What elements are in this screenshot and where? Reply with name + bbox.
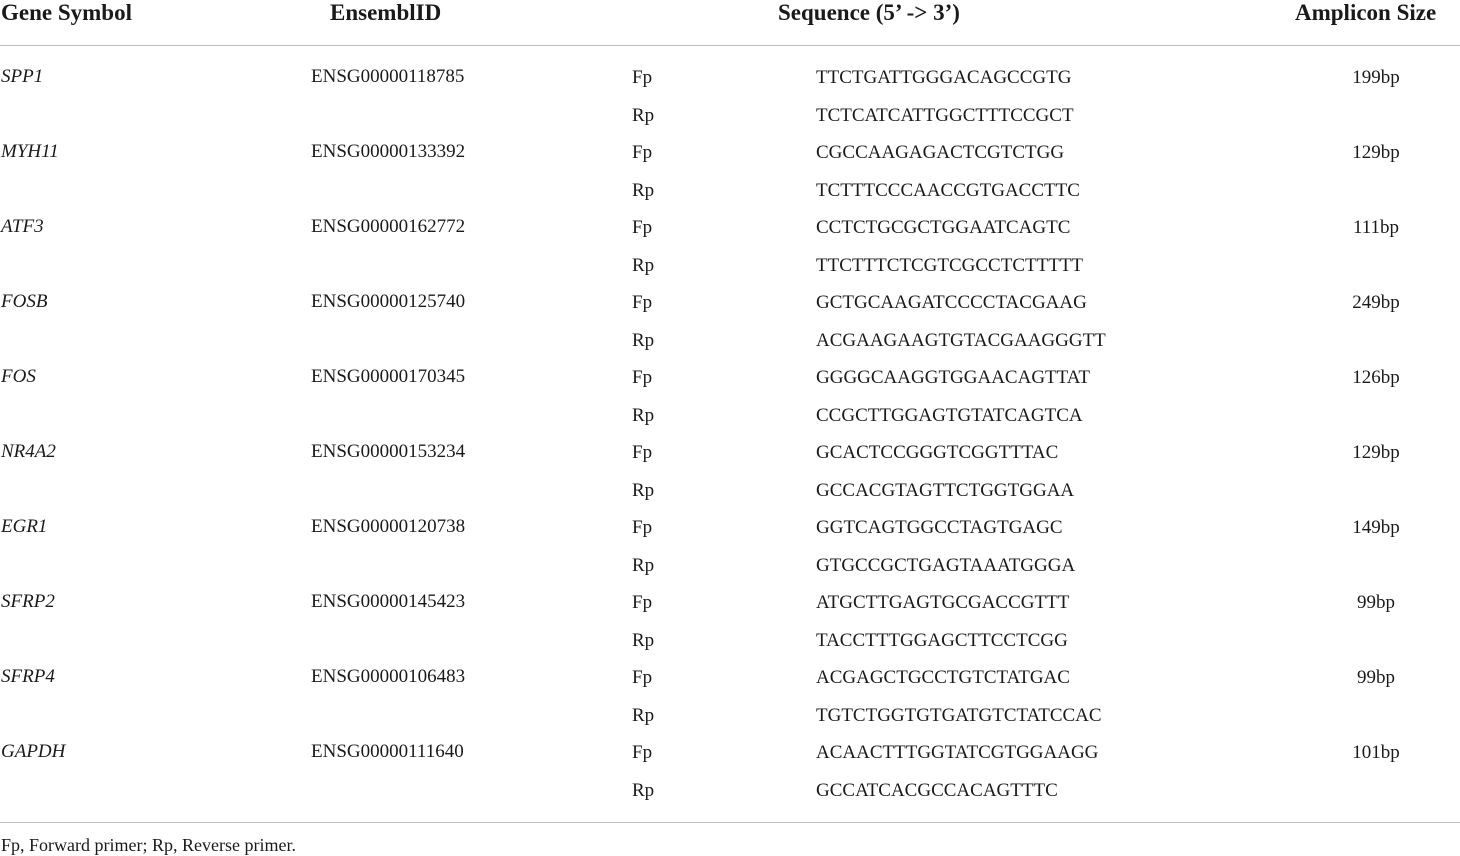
amplicon-size-cell: 126bp: [1352, 367, 1400, 388]
forward-primer-label: Fp: [632, 742, 653, 763]
amplicon-size-cell: 149bp: [1352, 517, 1400, 538]
gene-symbol-cell: NR4A2: [1, 441, 56, 462]
amplicon-size-cell: 99bp: [1357, 592, 1395, 613]
reverse-primer-label: Rp: [632, 555, 655, 576]
amplicon-size-cell: 129bp: [1352, 142, 1400, 163]
reverse-sequence-cell: TCTCATCATTGGCTTTCCGCT: [816, 105, 1074, 126]
ensembl-id-cell: ENSG00000111640: [311, 741, 464, 762]
table-row: [0, 659, 1460, 734]
gene-symbol-cell: EGR1: [1, 516, 48, 537]
ensembl-id-cell: ENSG00000170345: [311, 366, 466, 387]
ensembl-id-cell: ENSG00000133392: [311, 141, 466, 162]
amplicon-size-cell: 111bp: [1352, 217, 1400, 238]
amplicon-size-cell: 99bp: [1357, 667, 1395, 688]
forward-primer-label: Fp: [632, 517, 653, 538]
forward-sequence-cell: CGCCAAGAGACTCGTCTGG: [816, 142, 1065, 163]
header-gene-symbol: Gene Symbol: [1, 0, 132, 25]
amplicon-size-cell: 101bp: [1352, 742, 1400, 763]
reverse-primer-label: Rp: [632, 705, 655, 726]
forward-sequence-cell: GGTCAGTGGCCTAGTGAGC: [816, 517, 1063, 538]
gene-symbol-cell: SFRP4: [1, 666, 55, 687]
table-footnote: Fp, Forward primer; Rp, Reverse primer.: [1, 835, 296, 855]
amplicon-size-cell: 129bp: [1352, 442, 1400, 463]
header-divider: [0, 45, 1460, 46]
forward-primer-label: Fp: [632, 217, 653, 238]
forward-primer-label: Fp: [632, 367, 653, 388]
reverse-sequence-cell: GCCACGTAGTTCTGGTGGAA: [816, 480, 1075, 501]
gene-symbol-cell: SFRP2: [1, 591, 55, 612]
reverse-sequence-cell: TCTTTCCCAACCGTGACCTTC: [816, 180, 1080, 201]
table-row: [0, 359, 1460, 434]
ensembl-id-cell: ENSG00000125740: [311, 291, 466, 312]
gene-symbol-cell: GAPDH: [1, 741, 66, 762]
table-row: [0, 734, 1460, 809]
table-body: [0, 59, 1460, 809]
header-sequence: Sequence (5’ -> 3’): [778, 0, 960, 25]
reverse-primer-label: Rp: [632, 630, 655, 651]
forward-sequence-cell: GCACTCCGGGTCGGTTTAC: [816, 442, 1059, 463]
table-row: [0, 59, 1460, 134]
ensembl-id-cell: ENSG00000162772: [311, 216, 466, 237]
header-amplicon-size: Amplicon Size: [1295, 0, 1437, 25]
reverse-sequence-cell: CCGCTTGGAGTGTATCAGTCA: [816, 405, 1083, 426]
reverse-sequence-cell: GTGCCGCTGAGTAAATGGGA: [816, 555, 1076, 576]
reverse-sequence-cell: GCCATCACGCCACAGTTTC: [816, 780, 1058, 801]
forward-primer-label: Fp: [632, 67, 653, 88]
reverse-primer-label: Rp: [632, 330, 655, 351]
reverse-sequence-cell: TTCTTTCTCGTCGCCTCTTTTT: [816, 255, 1084, 276]
table-row: [0, 284, 1460, 359]
forward-sequence-cell: ACAACTTTGGTATCGTGGAAGG: [816, 742, 1099, 763]
ensembl-id-cell: ENSG00000120738: [311, 516, 466, 537]
amplicon-size-cell: 249bp: [1352, 292, 1400, 313]
ensembl-id-cell: ENSG00000145423: [311, 591, 466, 612]
forward-primer-label: Fp: [632, 442, 653, 463]
gene-symbol-cell: SPP1: [1, 66, 44, 87]
reverse-sequence-cell: ACGAAGAAGTGTACGAAGGGTT: [816, 330, 1106, 351]
reverse-primer-label: Rp: [632, 780, 655, 801]
forward-primer-label: Fp: [632, 592, 653, 613]
reverse-primer-label: Rp: [632, 480, 655, 501]
amplicon-size-cell: 199bp: [1352, 67, 1400, 88]
table-row: [0, 134, 1460, 209]
table-row: [0, 209, 1460, 284]
table-row: [0, 584, 1460, 659]
forward-sequence-cell: CCTCTGCGCTGGAATCAGTC: [816, 217, 1071, 238]
forward-sequence-cell: GCTGCAAGATCCCCTACGAAG: [816, 292, 1087, 313]
gene-symbol-cell: ATF3: [1, 216, 44, 237]
ensembl-id-cell: ENSG00000118785: [311, 66, 465, 87]
gene-symbol-cell: FOS: [1, 366, 36, 387]
forward-sequence-cell: ACGAGCTGCCTGTCTATGAC: [816, 667, 1070, 688]
gene-symbol-cell: FOSB: [1, 291, 48, 312]
footer-divider: [0, 822, 1460, 823]
forward-sequence-cell: TTCTGATTGGGACAGCCGTG: [816, 67, 1072, 88]
reverse-sequence-cell: TACCTTTGGAGCTTCCTCGG: [816, 630, 1068, 651]
forward-primer-label: Fp: [632, 292, 653, 313]
ensembl-id-cell: ENSG00000153234: [311, 441, 466, 462]
forward-primer-label: Fp: [632, 142, 653, 163]
table-row: [0, 434, 1460, 509]
reverse-primer-label: Rp: [632, 255, 655, 276]
table-row: [0, 509, 1460, 584]
gene-symbol-cell: MYH11: [1, 141, 59, 162]
reverse-primer-label: Rp: [632, 180, 655, 201]
reverse-sequence-cell: TGTCTGGTGTGATGTCTATCCAC: [816, 705, 1102, 726]
forward-sequence-cell: ATGCTTGAGTGCGACCGTTT: [816, 592, 1070, 613]
reverse-primer-label: Rp: [632, 105, 655, 126]
forward-sequence-cell: GGGGCAAGGTGGAACAGTTAT: [816, 367, 1090, 388]
forward-primer-label: Fp: [632, 667, 653, 688]
header-ensembl-id: EnsemblID: [330, 0, 442, 25]
reverse-primer-label: Rp: [632, 405, 655, 426]
ensembl-id-cell: ENSG00000106483: [311, 666, 466, 687]
